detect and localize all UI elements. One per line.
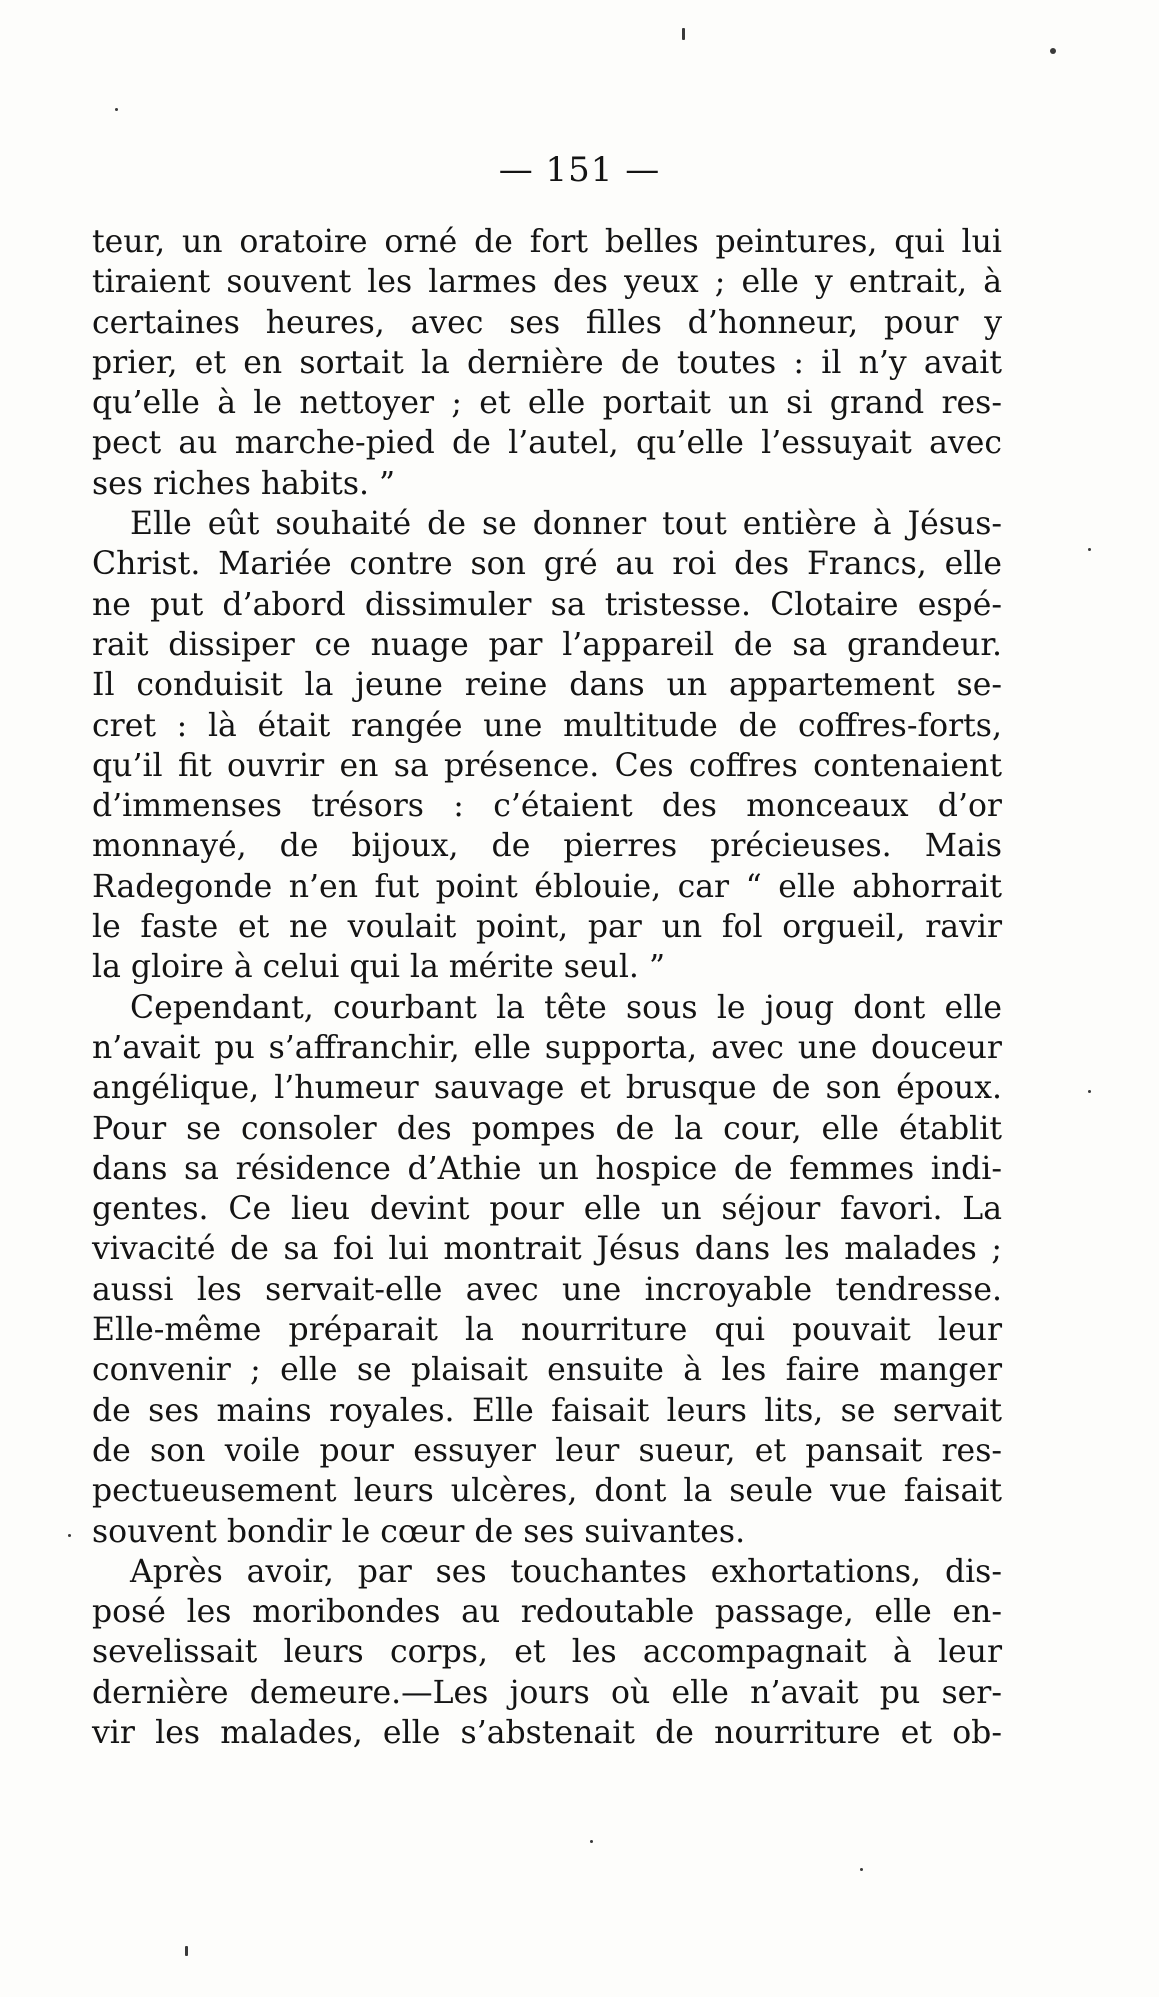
text-line: convenir ; elle se plaisait ensuite à les faire manger — [92, 1352, 1002, 1389]
scan-speck — [185, 1946, 188, 1956]
scan-speck — [68, 1534, 71, 1537]
text-line: angélique, l’humeur sauvage et brusque de son époux. — [92, 1070, 1002, 1107]
text-line: souvent bondir le cœur de ses suivantes. — [92, 1513, 746, 1550]
body-text — [92, 222, 1002, 1753]
text-line: n’avait pu s’affranchir, elle supporta, avec une douceur — [92, 1029, 1002, 1066]
text-line: certaines heures, avec ses filles d’honneur, pour y — [92, 304, 1002, 341]
text-line: la gloire à celui qui la mérite seul. ” — [92, 949, 666, 986]
page-number: — 151 — — [498, 150, 661, 190]
text-line: le faste et ne voulait point, par un fol orgueil, ravir — [92, 909, 1002, 946]
text-line: pect au marche-pied de l’autel, qu’elle l’essuyait avec — [92, 425, 1002, 462]
text-line: Il conduisit la jeune reine dans un appartement se- — [92, 667, 1002, 704]
text-line: ses riches habits. ” — [92, 465, 396, 502]
scan-speck — [1088, 548, 1091, 551]
scan-speck — [115, 108, 118, 111]
text-line: pectueusement leurs ulcères, dont la seule vue faisait — [92, 1473, 1002, 1510]
text-line: teur, un oratoire orné de fort belles peintures, qui lui — [92, 224, 1002, 260]
text-line: vir les malades, elle s’abstenait de nourriture et ob- — [92, 1714, 1002, 1751]
text-line: sevelissait leurs corps, et les accompagnait à leur — [92, 1634, 1002, 1671]
text-line: ne put d’abord dissimuler sa tristesse. Clotaire espé- — [92, 586, 1002, 623]
text-line: Christ. Mariée contre son gré au roi des Francs, elle — [92, 546, 1002, 583]
text-line: Après avoir, par ses touchantes exhortations, dis- — [130, 1553, 1002, 1590]
scan-speck — [590, 1840, 593, 1843]
text-line: cret : là était rangée une multitude de coffres-forts, — [92, 707, 1002, 744]
scan-speck — [1088, 1090, 1091, 1093]
text-line: qu’il fit ouvrir en sa présence. Ces coffres contenaient — [92, 747, 1002, 784]
text-line: Cependant, courbant la tête sous le joug dont elle — [130, 989, 1002, 1026]
text-line: monnayé, de bijoux, de pierres précieuses. Mais — [92, 828, 1002, 865]
text-line: Elle-même préparait la nourriture qui pouvait leur — [92, 1312, 1002, 1349]
text-line: Radegonde n’en fut point éblouie, car “ elle abhorrait — [92, 868, 1002, 905]
text-line: Pour se consoler des pompes de la cour, elle établit — [92, 1110, 1002, 1147]
scan-speck — [682, 28, 685, 40]
text-line: tiraient souvent les larmes des yeux ; elle y entrait, à — [92, 264, 1002, 301]
scan-speck — [1050, 48, 1056, 54]
text-line: posé les moribondes au redoutable passage, elle en- — [92, 1594, 1002, 1631]
text-line: aussi les servait-elle avec une incroyable tendresse. — [92, 1271, 1002, 1308]
text-line: dans sa résidence d’Athie un hospice de femmes indi- — [92, 1150, 1002, 1187]
text-line: de son voile pour essuyer leur sueur, et pansait res- — [92, 1432, 1002, 1469]
text-line: vivacité de sa foi lui montrait Jésus dans les malades ; — [92, 1231, 1002, 1268]
text-line: gentes. Ce lieu devint pour elle un séjour favori. La — [92, 1191, 1002, 1228]
text-line: de ses mains royales. Elle faisait leurs lits, se servait — [92, 1392, 1002, 1429]
text-line: qu’elle à le nettoyer ; et elle portait un si grand res- — [92, 385, 1002, 422]
text-line: rait dissiper ce nuage par l’appareil de sa grandeur. — [92, 626, 1002, 663]
text-line: Elle eût souhaité de se donner tout entière à Jésus- — [130, 506, 1002, 543]
scan-speck — [860, 1868, 863, 1871]
text-line: prier, et en sortait la dernière de toutes : il n’y avait — [92, 344, 1002, 381]
text-line: d’immenses trésors : c’étaient des monceaux d’or — [92, 788, 1002, 825]
text-line: dernière demeure.—Les jours où elle n’avait pu ser- — [92, 1674, 1002, 1711]
